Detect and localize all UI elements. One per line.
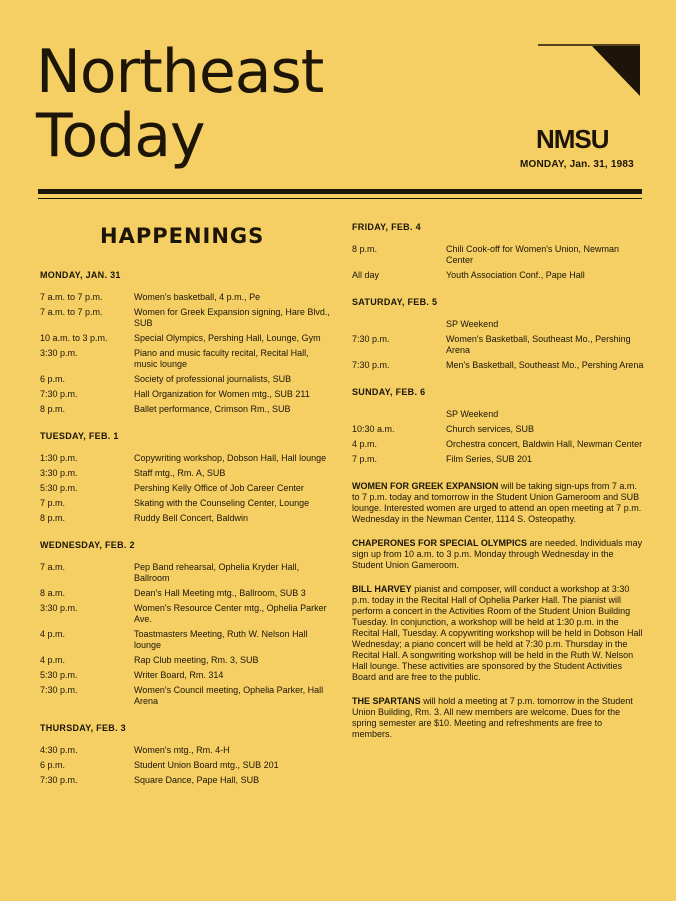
- event-description: Women's basketball, 4 p.m., Pe: [134, 292, 261, 302]
- event-description: Film Series, SUB 201: [446, 454, 533, 464]
- masthead-rule-thick: [38, 189, 642, 194]
- event-row: [40, 745, 330, 756]
- event-time: 4 p.m.: [352, 439, 378, 449]
- masthead-title: [36, 37, 324, 171]
- event-description: Student Union Board mtg., SUB 201: [134, 760, 279, 770]
- day-block: [352, 222, 644, 281]
- issue-date: MONDAY, Jan. 31, 1983: [520, 159, 634, 170]
- event-row: [352, 334, 644, 356]
- event-row: [40, 760, 330, 771]
- event-time: 7:30 p.m.: [40, 685, 78, 695]
- announcement-text: will be taking sign-ups from 7 a.m. to 7 p.m. today and tomorrow in the Student Union Gameroom and SUB lounge. Interested women are urged to attend an open meeting at 7 p.m. Wednesday in the Newman Center, 1114 S. Osteopathy.: [352, 481, 642, 524]
- event-description: Women for Greek Expansion signing, Hare Blvd., SUB: [134, 307, 330, 328]
- announcement-text: will hold a meeting at 7 p.m. tomorrow in the Student Union Building, Rm. 3. All new members are welcome. Dues for the spring semester are $10. Meeting and refreshments are free to members.: [352, 696, 633, 739]
- event-time: 1:30 p.m.: [40, 453, 78, 463]
- event-time: 7:30 p.m.: [40, 389, 78, 399]
- event-description: Pep Band rehearsal, Ophelia Kryder Hall, Ballroom: [134, 562, 300, 583]
- event-row: [352, 244, 644, 266]
- event-row: [40, 670, 330, 681]
- event-description: Square Dance, Pape Hall, SUB: [134, 775, 260, 785]
- event-description: Women's Resource Center mtg., Ophelia Parker Ave.: [134, 603, 327, 624]
- event-description: Ruddy Bell Concert, Baldwin: [134, 513, 249, 523]
- announcement-text: pianist and composer, will conduct a workshop at 3:30 p.m. today in the Recital Hall of Ophelia Parker Hall. The pianist will perform a concert in the Activities Room of the Student Union Building Tuesday. In conjunction, a workshop will be held at 1:30 p.m. in the Recital Hall, Tuesday. A copywriting workshop will be held in Dobson Hall Wednesday; a piano concert will be held at 7:30 p.m. Thursday in the Recital Hall. A songwriting workshop will be held in the Ruth W. Nelson Hall lounge. These activities are sponsored by the Student Activities Board and are free to the public.: [352, 584, 643, 682]
- event-time: 6 p.m.: [40, 760, 66, 770]
- day-heading: WEDNESDAY, FEB. 2: [40, 540, 135, 550]
- day-block: [40, 540, 330, 707]
- event-row: [40, 603, 330, 625]
- event-description: Rap Club meeting, Rm. 3, SUB: [134, 655, 259, 665]
- event-time: [352, 319, 446, 330]
- event-row: [40, 292, 330, 303]
- event-row: [40, 483, 330, 494]
- event-row: [40, 629, 330, 651]
- event-time: 3:30 p.m.: [40, 468, 78, 478]
- event-description: Women's Council meeting, Ophelia Parker, Hall Arena: [134, 685, 324, 706]
- event-time: 5:30 p.m.: [40, 670, 78, 680]
- event-description: Staff mtg., Rm. A, SUB: [134, 468, 226, 478]
- event-description: Dean's Hall Meeting mtg., Ballroom, SUB 3: [134, 588, 306, 598]
- event-time: 8 p.m.: [352, 244, 378, 254]
- event-time: 7:30 p.m.: [352, 360, 390, 370]
- event-time: 8 p.m.: [40, 513, 66, 523]
- event-description: Men's Basketball, Southeast Mo., Pershing Arena: [446, 360, 644, 370]
- event-description: Hall Organization for Women mtg., SUB 211: [134, 389, 310, 399]
- left-column: [40, 270, 330, 802]
- announcement: [352, 696, 644, 740]
- section-heading: HAPPENINGS: [100, 224, 265, 248]
- announcement-lead: BILL HARVEY: [352, 584, 412, 594]
- event-description: Piano and music faculty recital, Recital Hall, music lounge: [134, 348, 309, 369]
- event-time: 8 a.m.: [40, 588, 66, 598]
- event-row: [40, 775, 330, 786]
- right-column: [352, 222, 644, 753]
- event-row: [352, 439, 644, 450]
- masthead-title-line2: Today: [36, 101, 205, 171]
- event-time: 10 a.m. to 3 p.m.: [40, 333, 108, 343]
- event-row: [352, 270, 644, 281]
- event-time: 4 p.m.: [40, 655, 66, 665]
- announcement-lead: THE SPARTANS: [352, 696, 421, 706]
- event-time: All day: [352, 270, 380, 280]
- nmsu-logo: NMSU: [536, 124, 609, 154]
- event-description: Skating with the Counseling Center, Lounge: [134, 498, 310, 508]
- event-description: Society of professional journalists, SUB: [134, 374, 292, 384]
- event-description: Pershing Kelly Office of Job Career Center: [134, 483, 304, 493]
- event-time: 7 p.m.: [40, 498, 66, 508]
- event-row: [352, 409, 644, 420]
- event-time: 7 a.m.: [40, 562, 66, 572]
- day-heading: FRIDAY, FEB. 4: [352, 222, 421, 232]
- day-heading: SATURDAY, FEB. 5: [352, 297, 438, 307]
- event-time: 4 p.m.: [40, 629, 66, 639]
- event-description: Copywriting workshop, Dobson Hall, Hall lounge: [134, 453, 327, 463]
- event-time: [352, 409, 446, 420]
- event-description: Orchestra concert, Baldwin Hall, Newman Center: [446, 439, 643, 449]
- announcement: [352, 584, 644, 683]
- event-time: 4:30 p.m.: [40, 745, 78, 755]
- event-row: [352, 454, 644, 465]
- event-row: [352, 360, 644, 371]
- event-row: [40, 389, 330, 400]
- event-row: [40, 513, 330, 524]
- day-heading: TUESDAY, FEB. 1: [40, 431, 119, 441]
- event-description: Women's Basketball, Southeast Mo., Pershing Arena: [446, 334, 631, 355]
- event-row: [40, 374, 330, 385]
- event-row: [40, 498, 330, 509]
- event-description: Special Olympics, Pershing Hall, Lounge, Gym: [134, 333, 321, 343]
- event-description: Church services, SUB: [446, 424, 535, 434]
- event-row: [40, 333, 330, 344]
- event-description: Youth Association Conf., Pape Hall: [446, 270, 585, 280]
- event-time: 5:30 p.m.: [40, 483, 78, 493]
- event-description: Toastmasters Meeting, Ruth W. Nelson Hall lounge: [134, 629, 308, 650]
- day-heading: SUNDAY, FEB. 6: [352, 387, 426, 397]
- event-description: SP Weekend: [446, 409, 499, 419]
- event-row: [40, 348, 330, 370]
- event-time: 7:30 p.m.: [40, 775, 78, 785]
- event-row: [40, 307, 330, 329]
- event-time: 3:30 p.m.: [40, 348, 78, 358]
- event-description: Chili Cook-off for Women's Union, Newman Center: [446, 244, 619, 265]
- event-row: [352, 424, 644, 435]
- announcement: [352, 481, 644, 525]
- day-heading: MONDAY, JAN. 31: [40, 270, 121, 280]
- day-block: [352, 297, 644, 371]
- event-description: SP Weekend: [446, 319, 499, 329]
- day-block: [352, 387, 644, 465]
- event-time: 7 a.m. to 7 p.m.: [40, 307, 103, 317]
- announcement: [352, 538, 644, 571]
- announcement-lead: CHAPERONES FOR SPECIAL OLYMPICS: [352, 538, 528, 548]
- event-row: [352, 319, 644, 330]
- event-row: [40, 655, 330, 666]
- day-block: [40, 723, 330, 786]
- event-row: [40, 685, 330, 707]
- event-time: 7 p.m.: [352, 454, 378, 464]
- masthead-rule-thin: [38, 198, 642, 199]
- event-time: 10:30 a.m.: [352, 424, 395, 434]
- event-description: Women's mtg., Rm. 4-H: [134, 745, 230, 755]
- announcement-text: are needed. Individuals may sign up from 10 a.m. to 3 p.m. Monday through Wednesday in the Student Union Gameroom.: [352, 538, 643, 570]
- event-row: [40, 453, 330, 464]
- event-row: [40, 562, 330, 584]
- event-row: [40, 468, 330, 479]
- event-time: 6 p.m.: [40, 374, 66, 384]
- event-row: [40, 404, 330, 415]
- day-block: [40, 270, 330, 415]
- event-time: 7 a.m. to 7 p.m.: [40, 292, 103, 302]
- event-time: 3:30 p.m.: [40, 603, 78, 613]
- event-row: [40, 588, 330, 599]
- masthead-title-line1: Northeast: [36, 37, 324, 107]
- announcement-lead: WOMEN FOR GREEK EXPANSION: [352, 481, 499, 491]
- corner-triangle-icon: [538, 44, 640, 96]
- event-description: Writer Board, Rm. 314: [134, 670, 224, 680]
- day-block: [40, 431, 330, 524]
- event-time: 8 p.m.: [40, 404, 66, 414]
- event-time: 7:30 p.m.: [352, 334, 390, 344]
- event-description: Ballet performance, Crimson Rm., SUB: [134, 404, 291, 414]
- day-heading: THURSDAY, FEB. 3: [40, 723, 126, 733]
